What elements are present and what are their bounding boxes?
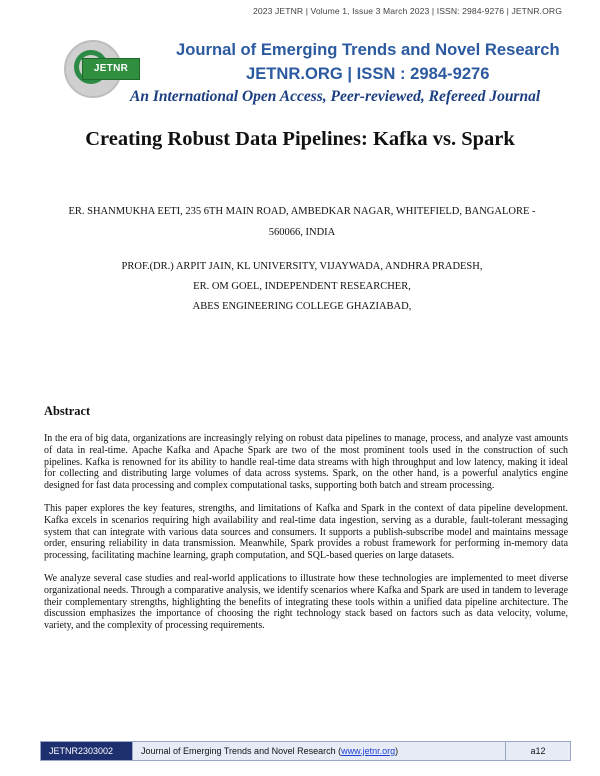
abstract-paragraph-1: In the era of big data, organizations are increasingly relying on robust data pipelines to manage, process, and analyze vast amounts of data in real-time. Apache Kafka and Apache Spark are two of the most prominent tools used in the construction of such pipelines. Kafka is renowned for its ability to handle real-time data streams with high throughput and low latency, making it ideal for collecting and distributing large volumes of data across systems. Spark, on the other hand, is a powerful analytics engine designed for fast data processing and complex computational tasks, supporting both batch and stream processing. bbox=[44, 433, 568, 492]
journal-issn: JETNR.ORG | ISSN : 2984-9276 bbox=[246, 64, 490, 83]
running-header: 2023 JETNR | Volume 1, Issue 3 March 2023 | ISSN: 2984-9276 | JETNR.ORG bbox=[253, 6, 562, 16]
author-block-2 bbox=[40, 257, 564, 317]
footer-journal-close: ) bbox=[395, 746, 399, 756]
paper-title: Creating Robust Data Pipelines: Kafka vs. Spark bbox=[85, 128, 515, 150]
abstract-heading: Abstract bbox=[44, 404, 91, 418]
footer-journal bbox=[132, 742, 505, 760]
author1-line1: ER. SHANMUKHA EETI, 235 6TH MAIN ROAD, AMBEDKAR NAGAR, WHITEFIELD, BANGALORE - bbox=[68, 206, 536, 217]
author2-line3: ABES ENGINEERING COLLEGE GHAZIABAD, bbox=[192, 301, 412, 312]
abstract-paragraph-2: This paper explores the key features, strengths, and limitations of Kafka and Spark in the context of data pipeline development. Kafka excels in scenarios requiring high availability and real-time data ingestion, serving as a durable, fault-tolerant messaging system that can integrate with various data sources and consumers. It supports a publish-subscribe model and maintains message order, ensuring reliability in data transmission. Meanwhile, Spark provides a robust framework for performing in-memory data processing, facilitating machine learning, graph computation, and SQL-based queries on large datasets. bbox=[44, 502, 568, 562]
footer-journal-link[interactable]: www.jetnr.org bbox=[341, 746, 396, 756]
abstract-body bbox=[44, 433, 568, 643]
footer-page-number: a12 bbox=[505, 742, 570, 760]
journal-tagline: An International Open Access, Peer-reviewed, Refereed Journal bbox=[130, 88, 541, 105]
abstract-paragraph-3: We analyze several case studies and real-world applications to illustrate how these technologies are implemented to meet diverse organizational needs. Through a comparative analysis, we identify scenarios where Kafka and Spark are used in tandem to leverage their complementary strengths, highlighting the benefits of integrating these tools within a unified data pipeline architecture. The discussion emphasizes the importance of choosing the right technology stack based on factors such as data velocity, volume, variety, and the complexity of processing requirements. bbox=[44, 572, 568, 632]
footer-journal-text: Journal of Emerging Trends and Novel Research ( bbox=[141, 746, 342, 756]
author1-line2: 560066, INDIA bbox=[268, 227, 336, 238]
journal-title: Journal of Emerging Trends and Novel Research bbox=[176, 40, 560, 59]
logo-ribbon: JETNR bbox=[82, 58, 140, 80]
author2-line2: ER. OM GOEL, INDEPENDENT RESEARCHER, bbox=[193, 281, 411, 292]
page-footer bbox=[40, 741, 571, 761]
journal-banner bbox=[58, 30, 558, 112]
author2-line1: PROF.(DR.) ARPIT JAIN, KL UNIVERSITY, VIJAYWADA, ANDHRA PRADESH, bbox=[121, 261, 483, 272]
author-block-1 bbox=[40, 201, 564, 243]
footer-paper-id: JETNR2303002 bbox=[41, 742, 132, 760]
